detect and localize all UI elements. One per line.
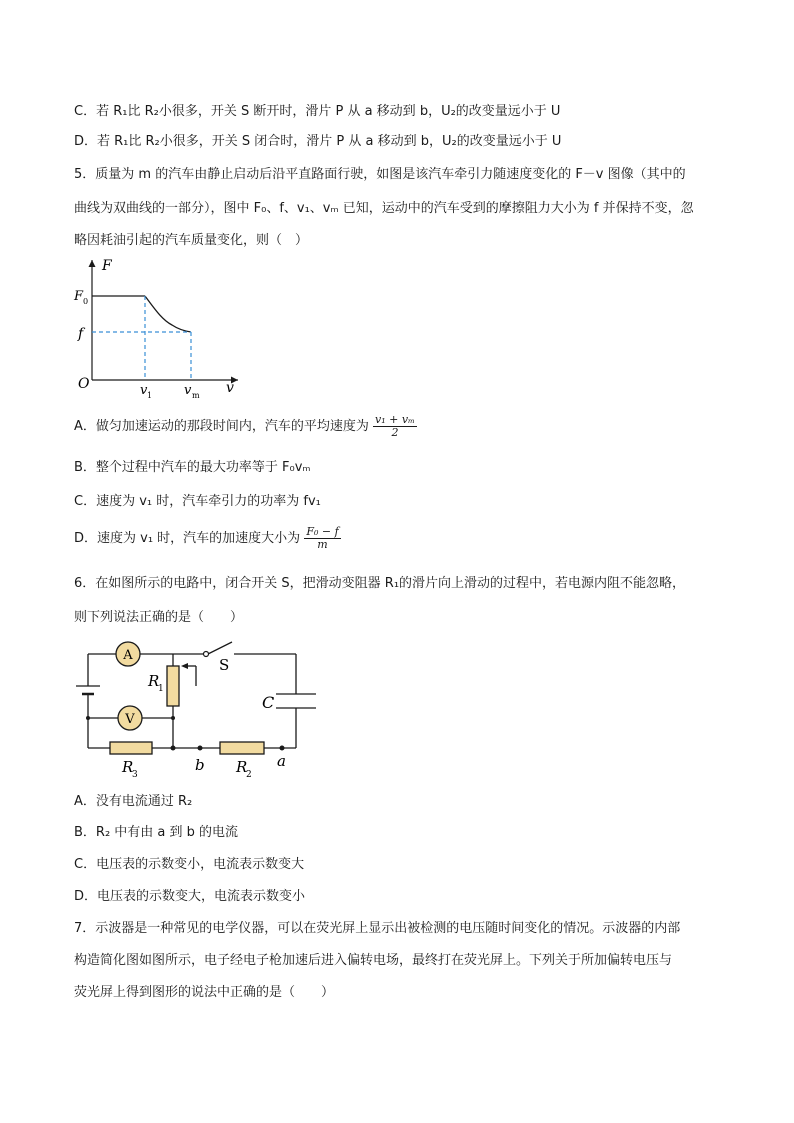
- q6-option-b: B．R₂ 中有由 a 到 b 的电流: [74, 825, 239, 840]
- q5-option-a-text: A．做匀加速运动的那段时间内，汽车的平均速度为: [74, 419, 369, 434]
- fraction-den: 2: [391, 426, 399, 439]
- q5-option-b: B．整个过程中汽车的最大功率等于 F₀vₘ: [74, 460, 311, 475]
- option-c-top: C．若 R₁比 R₂小很多，开关 S 断开时，滑片 P 从 a 移动到 b，U₂的改变量远小于 U: [74, 104, 561, 119]
- q6-line2: 则下列说法正确的是（ ）: [74, 610, 244, 625]
- r1-sub: 1: [158, 684, 164, 694]
- node-left-top: [86, 716, 90, 720]
- fraction-num: v₁ + vₘ: [375, 413, 415, 426]
- node-b-dot: [198, 746, 203, 751]
- switch-contact-left: [204, 652, 209, 657]
- q5-option-a: [74, 414, 417, 439]
- r2-label: R: [236, 758, 248, 776]
- ammeter-label: A: [123, 648, 133, 663]
- r2-sub: 2: [246, 770, 252, 780]
- vm-sub: m: [192, 391, 200, 400]
- q5-option-d: [74, 526, 341, 551]
- fraction-num: F₀ − f: [306, 525, 339, 538]
- fraction-f0-minus-f-over-m: [304, 526, 340, 551]
- fv-graph: [70, 252, 250, 402]
- fraction-v1-vm-over-2: [373, 414, 417, 439]
- q5-option-d-text: D．速度为 v₁ 时，汽车的加速度大小为: [74, 531, 301, 546]
- q6-line1: 6．在如图所示的电路中，闭合开关 S，把滑动变阻器 R₁的滑片向上滑动的过程中，若电源内阻不能忽略，: [74, 576, 686, 591]
- hyperbola-curve: [145, 296, 191, 332]
- q5-line3: 略因耗油引起的汽车质量变化，则（ ）: [74, 233, 309, 248]
- switch-label: S: [219, 656, 230, 674]
- node-junction: [171, 746, 176, 751]
- q7-line1: 7．示波器是一种常见的电学仪器，可以在荧光屏上显示出被检测的电压随时间变化的情况。示波器的内部: [74, 921, 681, 936]
- x-axis-label: v: [226, 380, 234, 396]
- q5-line2: 曲线为双曲线的一部分），图中 F₀、f、v₁、vₘ 已知，运动中的汽车受到的摩擦阻力大小为 f 并保持不变，忽: [74, 201, 694, 216]
- q7-line3: 荧光屏上得到图形的说法中正确的是（ ）: [74, 985, 335, 1000]
- node-r1-v: [171, 716, 175, 720]
- vm-label: v: [184, 383, 192, 398]
- y-axis-label: F: [102, 258, 112, 274]
- v1-sub: 1: [147, 391, 153, 400]
- f0-label: F: [74, 289, 84, 304]
- r3-label: R: [122, 758, 134, 776]
- v1-label: v: [140, 383, 148, 398]
- r3-sub: 3: [132, 770, 138, 780]
- q5-line1: 5．质量为 m 的汽车由静止启动后沿平直路面行驶，如图是该汽车牵引力随速度变化的 F－v 图像（其中的: [74, 167, 686, 182]
- origin-label: O: [78, 376, 90, 392]
- r1-label: R: [148, 672, 160, 690]
- node-b-label: b: [195, 756, 205, 774]
- node-a-label: a: [277, 752, 286, 770]
- q6-option-a: A．没有电流通过 R₂: [74, 794, 193, 809]
- slider-arrowhead: [181, 663, 188, 669]
- q6-option-d: D．电压表的示数变大，电流表示数变小: [74, 889, 306, 904]
- voltmeter-label: V: [125, 712, 135, 727]
- option-d-top: D．若 R₁比 R₂小很多，开关 S 闭合时，滑片 P 从 a 移动到 b，U₂的改变量远小于 U: [74, 134, 562, 149]
- fraction-den: m: [317, 538, 328, 551]
- f0-sub: 0: [83, 297, 89, 306]
- circuit-diagram: [68, 636, 338, 786]
- switch-blade: [208, 642, 232, 654]
- resistor-r1: [167, 666, 179, 706]
- resistor-r3: [110, 742, 152, 754]
- f-label: f: [78, 326, 84, 342]
- node-a-dot: [280, 746, 285, 751]
- q7-line2: 构造简化图如图所示，电子经电子枪加速后进入偏转电场，最终打在荧光屏上。下列关于所加偏转电压与: [74, 953, 673, 968]
- resistor-r2: [220, 742, 264, 754]
- capacitor-label: C: [262, 693, 275, 712]
- q5-option-c: C．速度为 v₁ 时，汽车牵引力的功率为 fv₁: [74, 494, 321, 509]
- q6-option-c: C．电压表的示数变小，电流表示数变大: [74, 857, 305, 872]
